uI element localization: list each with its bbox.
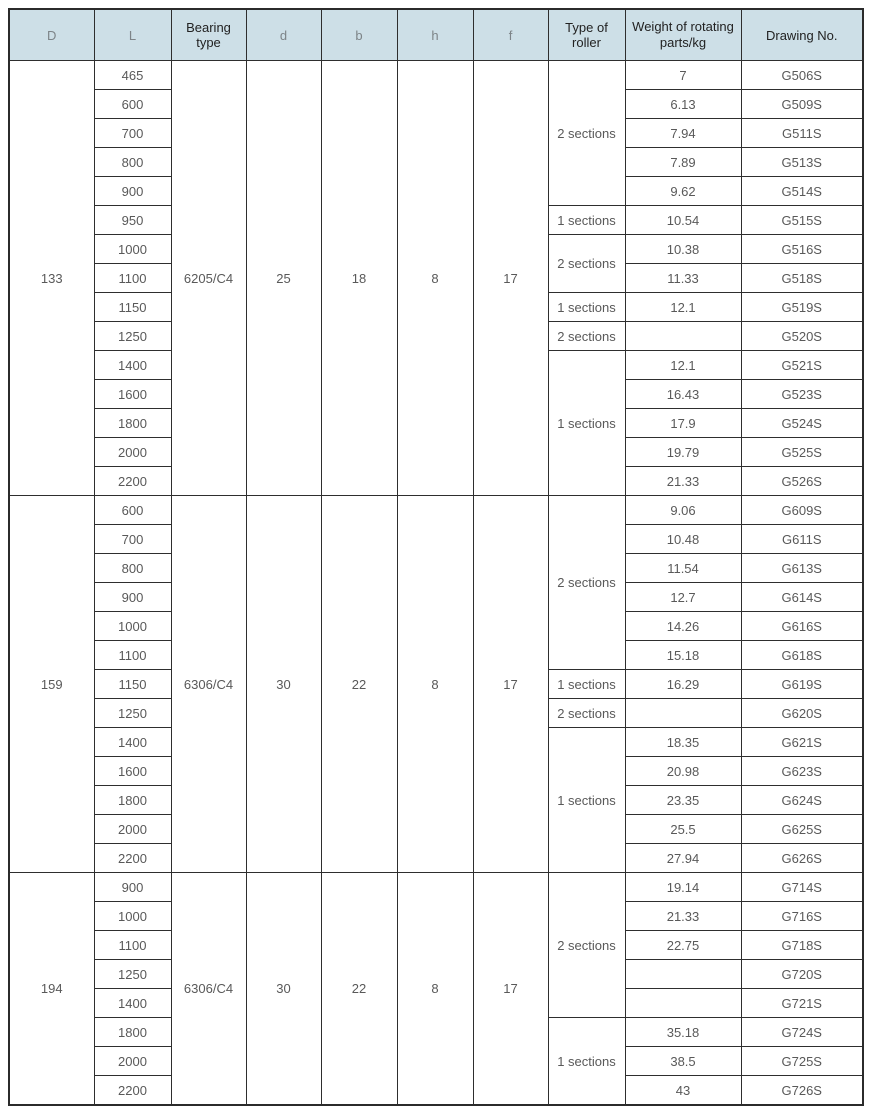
table-header [9,9,863,61]
cell-drawing-no: G619S [741,670,863,699]
cell-type-of-roller: 1 sections [548,293,625,322]
cell-h: 8 [397,61,473,496]
cell-D: 194 [9,873,94,1106]
cell-weight: 43 [625,1076,741,1106]
cell-L: 1100 [94,641,171,670]
cell-drawing-no: G523S [741,380,863,409]
cell-L: 900 [94,873,171,902]
cell-drawing-no: G613S [741,554,863,583]
cell-L: 600 [94,90,171,119]
cell-L: 950 [94,206,171,235]
cell-L: 2200 [94,467,171,496]
cell-drawing-no: G620S [741,699,863,728]
cell-L: 1400 [94,351,171,380]
cell-f: 17 [473,496,548,873]
col-header-weight: Weight of rotating parts/kg [625,9,741,61]
col-header-bearing-type: Bearing type [171,9,246,61]
cell-weight: 12.1 [625,351,741,380]
cell-drawing-no: G521S [741,351,863,380]
cell-L: 1800 [94,786,171,815]
cell-type-of-roller: 1 sections [548,351,625,496]
cell-drawing-no: G718S [741,931,863,960]
cell-d: 25 [246,61,321,496]
cell-drawing-no: G509S [741,90,863,119]
cell-bearing-type: 6306/C4 [171,873,246,1106]
cell-weight: 12.1 [625,293,741,322]
cell-drawing-no: G714S [741,873,863,902]
cell-drawing-no: G614S [741,583,863,612]
cell-weight: 21.33 [625,902,741,931]
cell-weight [625,960,741,989]
col-header-D: D [9,9,94,61]
col-header-type-of-roller: Type of roller [548,9,625,61]
cell-drawing-no: G725S [741,1047,863,1076]
cell-L: 1800 [94,1018,171,1047]
cell-D: 159 [9,496,94,873]
cell-L: 1600 [94,380,171,409]
cell-drawing-no: G724S [741,1018,863,1047]
cell-type-of-roller: 1 sections [548,1018,625,1106]
cell-weight: 21.33 [625,467,741,496]
cell-L: 2200 [94,1076,171,1106]
cell-f: 17 [473,873,548,1106]
cell-drawing-no: G726S [741,1076,863,1106]
cell-L: 1000 [94,902,171,931]
cell-L: 1000 [94,612,171,641]
cell-drawing-no: G514S [741,177,863,206]
cell-weight: 23.35 [625,786,741,815]
cell-h: 8 [397,496,473,873]
cell-drawing-no: G518S [741,264,863,293]
cell-drawing-no: G720S [741,960,863,989]
cell-L: 2000 [94,1047,171,1076]
cell-drawing-no: G716S [741,902,863,931]
cell-weight: 6.13 [625,90,741,119]
table-row [9,496,863,525]
cell-drawing-no: G611S [741,525,863,554]
col-header-drawing-no: Drawing No. [741,9,863,61]
cell-bearing-type: 6306/C4 [171,496,246,873]
cell-weight: 14.26 [625,612,741,641]
cell-weight: 16.43 [625,380,741,409]
cell-weight: 10.48 [625,525,741,554]
cell-drawing-no: G520S [741,322,863,351]
cell-drawing-no: G625S [741,815,863,844]
cell-weight: 7.94 [625,119,741,148]
cell-L: 700 [94,119,171,148]
col-header-b: b [321,9,397,61]
cell-drawing-no: G515S [741,206,863,235]
cell-drawing-no: G623S [741,757,863,786]
col-header-f: f [473,9,548,61]
table-body [9,61,863,1106]
cell-type-of-roller: 2 sections [548,235,625,293]
cell-b: 22 [321,496,397,873]
roller-spec-table [8,8,864,1106]
header-row [9,9,863,61]
cell-weight: 16.29 [625,670,741,699]
cell-type-of-roller: 2 sections [548,873,625,1018]
cell-drawing-no: G525S [741,438,863,467]
cell-drawing-no: G524S [741,409,863,438]
cell-weight: 11.33 [625,264,741,293]
cell-drawing-no: G519S [741,293,863,322]
cell-L: 1150 [94,670,171,699]
cell-drawing-no: G626S [741,844,863,873]
cell-weight [625,699,741,728]
col-header-d: d [246,9,321,61]
cell-drawing-no: G526S [741,467,863,496]
cell-b: 22 [321,873,397,1106]
cell-L: 1250 [94,322,171,351]
cell-weight [625,989,741,1018]
cell-L: 1800 [94,409,171,438]
table-row [9,873,863,902]
cell-L: 800 [94,148,171,177]
cell-weight: 15.18 [625,641,741,670]
cell-type-of-roller: 2 sections [548,61,625,206]
cell-drawing-no: G609S [741,496,863,525]
cell-L: 1000 [94,235,171,264]
cell-drawing-no: G624S [741,786,863,815]
cell-type-of-roller: 1 sections [548,206,625,235]
cell-L: 1100 [94,931,171,960]
cell-weight: 19.14 [625,873,741,902]
cell-type-of-roller: 2 sections [548,699,625,728]
col-header-L: L [94,9,171,61]
cell-drawing-no: G511S [741,119,863,148]
cell-weight: 25.5 [625,815,741,844]
cell-type-of-roller: 2 sections [548,496,625,670]
cell-L: 1100 [94,264,171,293]
cell-L: 600 [94,496,171,525]
cell-weight: 19.79 [625,438,741,467]
cell-weight: 27.94 [625,844,741,873]
col-header-h: h [397,9,473,61]
cell-drawing-no: G516S [741,235,863,264]
cell-weight: 11.54 [625,554,741,583]
cell-weight: 17.9 [625,409,741,438]
cell-weight: 9.06 [625,496,741,525]
cell-L: 900 [94,583,171,612]
cell-L: 800 [94,554,171,583]
cell-weight: 7.89 [625,148,741,177]
cell-type-of-roller: 2 sections [548,322,625,351]
cell-L: 465 [94,61,171,90]
cell-h: 8 [397,873,473,1106]
cell-d: 30 [246,496,321,873]
cell-weight: 18.35 [625,728,741,757]
cell-weight: 10.38 [625,235,741,264]
cell-weight: 38.5 [625,1047,741,1076]
cell-bearing-type: 6205/C4 [171,61,246,496]
cell-L: 2000 [94,815,171,844]
cell-type-of-roller: 1 sections [548,728,625,873]
cell-L: 1600 [94,757,171,786]
cell-drawing-no: G721S [741,989,863,1018]
cell-L: 1250 [94,699,171,728]
cell-L: 700 [94,525,171,554]
cell-drawing-no: G621S [741,728,863,757]
cell-drawing-no: G618S [741,641,863,670]
cell-L: 900 [94,177,171,206]
cell-b: 18 [321,61,397,496]
cell-drawing-no: G513S [741,148,863,177]
cell-weight [625,322,741,351]
cell-d: 30 [246,873,321,1106]
cell-weight: 12.7 [625,583,741,612]
cell-weight: 22.75 [625,931,741,960]
cell-weight: 10.54 [625,206,741,235]
cell-weight: 35.18 [625,1018,741,1047]
cell-weight: 20.98 [625,757,741,786]
cell-type-of-roller: 1 sections [548,670,625,699]
cell-L: 2200 [94,844,171,873]
cell-L: 1150 [94,293,171,322]
cell-f: 17 [473,61,548,496]
cell-weight: 9.62 [625,177,741,206]
cell-D: 133 [9,61,94,496]
cell-L: 2000 [94,438,171,467]
cell-L: 1250 [94,960,171,989]
table-row [9,61,863,90]
cell-drawing-no: G506S [741,61,863,90]
cell-weight: 7 [625,61,741,90]
cell-L: 1400 [94,728,171,757]
cell-L: 1400 [94,989,171,1018]
cell-drawing-no: G616S [741,612,863,641]
